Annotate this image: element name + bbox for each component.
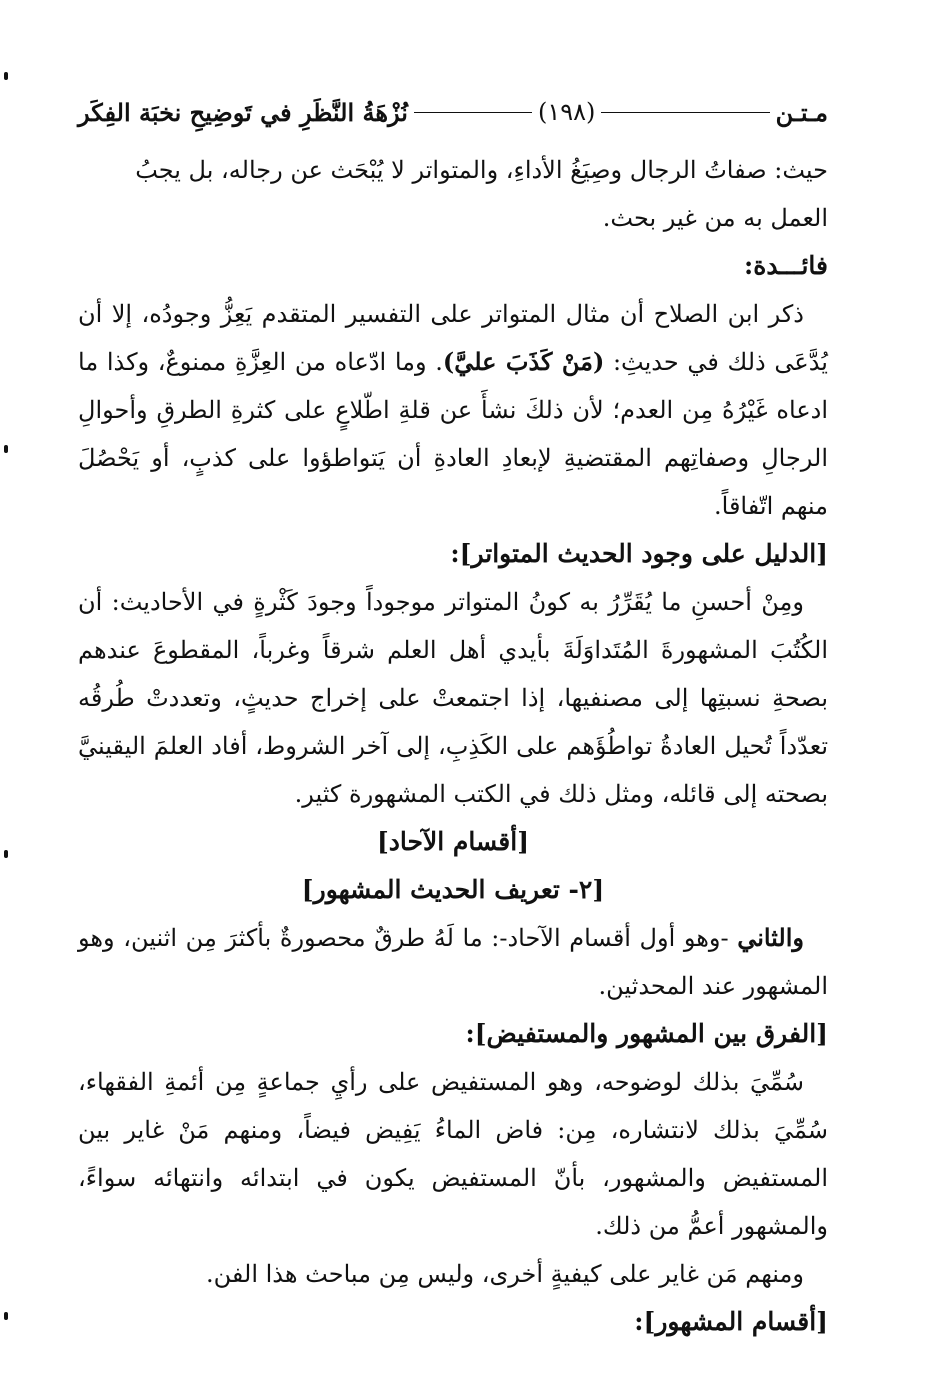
paragraph [78, 146, 828, 242]
paragraph: ومنهم مَن غاير على كيفيةٍ أخرى، وليس مِن مباحث هذا الفن. [205, 1260, 804, 1288]
margin-mark [4, 72, 8, 80]
lead-word: والثاني [737, 923, 804, 952]
paragraph: ومِنْ أحسنِ ما يُقَرِّرُ به كونُ المتواتر موجوداً وجودَ كَثْرةٍ في الأحاديث: أن الكُتُبَ المشهورةَ المُتَداوَلَةَ بأيدي أهل العلم شرقاً وغرباً، المقطوعَ عندهم بصحةِ نسبتِها إلى مصنفيها، إذا اجتمعتْ على إخراج حديثٍ، وتعددتْ طُرقُه تعدّداً تُحيل العادةُ تواطُؤَهم على الكَذِبِ، إلى آخر الشروط، أفاد العلمَ اليقينيَّ بصحته إلى قائله، ومثل ذلك في الكتب المشهورة كثير. [78, 588, 828, 808]
margin-mark [4, 850, 8, 858]
text-span: ذكر ابن الصلاح أن مثال المتواتر على التفسير المتقدم يَعِزُّ وجودُه، إلا أن يُدَّعَى ذلك في حديثِ: [78, 300, 828, 376]
centered-heading: [أقسام الآحاد] [376, 827, 530, 856]
hadith-quote: (مَنْ كَذَبَ عليَّ) [442, 347, 605, 376]
header-section: مـتـن [775, 97, 828, 127]
running-header [78, 88, 828, 136]
paragraph [78, 914, 828, 1010]
section-heading: [الدليل على وجود الحديث المتواتر]: [450, 539, 828, 568]
section-heading: فائـــدة: [744, 251, 828, 280]
text-line: حيث: صفاتُ الرجال وصِيَغُ الأداءِ، والمتواتر لا يُبْحَث عن رجاله، بل يجبُ [135, 156, 828, 184]
header-rule [414, 112, 532, 113]
margin-mark [4, 445, 8, 453]
centered-heading: [٢- تعريف الحديث المشهور] [301, 875, 605, 904]
section-heading: [الفرق بين المشهور والمستفيض]: [465, 1019, 828, 1048]
book-title: نُزْهَةُ النَّظَرِ في تَوضِيحِ نخبَة الفِكَر [78, 97, 408, 127]
header-rule [601, 112, 769, 113]
paragraph: سُمِّيَ بذلك لوضوحه، وهو المستفيض على رأيِ جماعةٍ مِن أئمةِ الفقهاء، سُمِّيَ بذلك لانتشاره، مِن: فاض الماءُ يَفِيض فيضاً، ومنهم مَنْ غاير بين المستفيض والمشهور، بأنّ المستفيض يكون في ابتدائه وانتهائه سواءً، والمشهور أعمُّ من ذلك. [78, 1068, 828, 1240]
margin-mark [4, 1312, 8, 1320]
text-span: -وهو أول أقسام الآحاد-: ما لَهُ طرقٌ محصورةٌ بأكثرَ مِن اثنين، وهو المشهور عند المحدثين. [78, 924, 828, 1000]
text-line: العمل به من غير بحث. [602, 204, 828, 232]
section-heading: [أقسام المشهور]: [634, 1307, 828, 1336]
page [78, 88, 828, 1346]
page-number: (١٩٨) [537, 98, 596, 126]
paragraph [78, 290, 828, 530]
text-span: . وما ادّعاه من العِزَّةِ ممنوعٌ، وكذا ما ادعاه غَيْرُهُ مِن العدم؛ لأن ذلكَ نشأَ عن قلةِ اطّلاعٍ على كثرةِ الطرقِ وأحوالِ الرجالِ وصفاتِهم المقتضيةِ لإبعادِ العادةِ أن يَتواطؤوا على كذبٍ، أو يَحْصُلَ منهم اتّفاقاً. [78, 348, 828, 520]
